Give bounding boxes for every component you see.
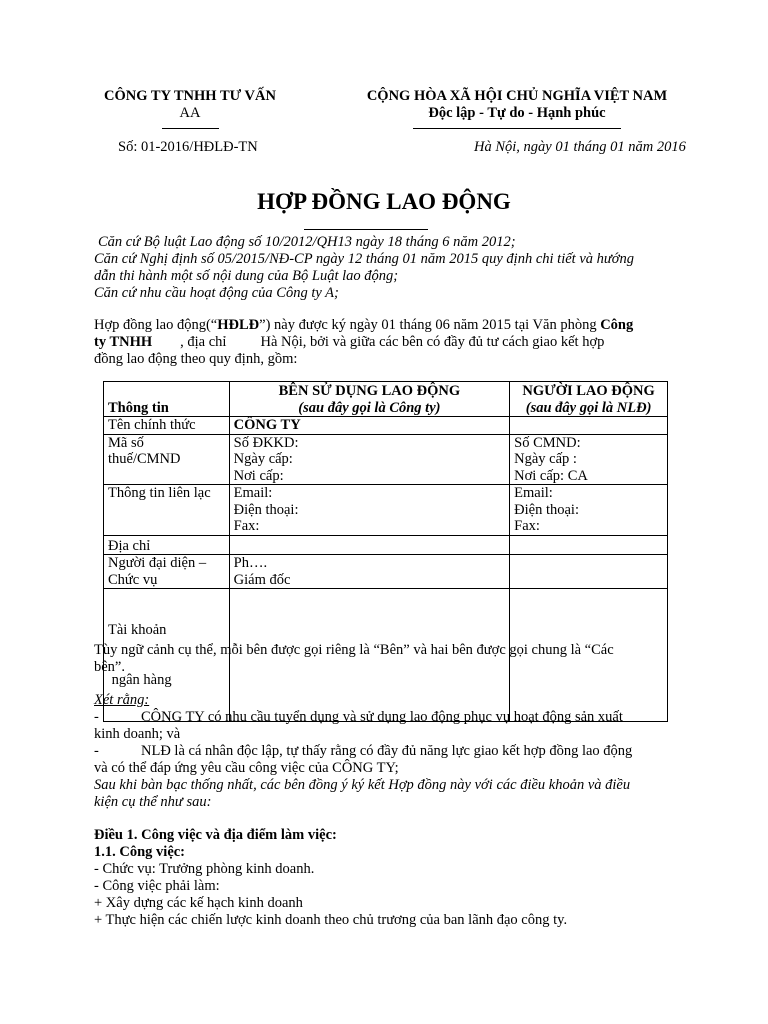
table-row <box>104 434 668 485</box>
employer-cell: Email: Điện thoại: Fax: <box>229 485 509 536</box>
motto-underline <box>413 128 621 129</box>
national-motto: Độc lập - Tự do - Hạnh phúc <box>428 105 606 121</box>
company-name-line2: AA <box>179 105 201 121</box>
legal-basis-line: Căn cứ Bộ luật Lao động số 10/2012/QH13 ngày 18 tháng 6 năm 2012; <box>98 234 516 250</box>
intro-text: Hợp đồng lao động(“ <box>94 317 218 333</box>
parties-table <box>103 381 668 722</box>
intro-company: Công <box>600 317 634 333</box>
document-number: Số: 01-2016/HĐLĐ-TN <box>118 139 258 155</box>
table-header-employee: NGƯỜI LAO ĐỘNG (sau đây gọi là NLĐ) <box>510 382 668 417</box>
article-line: - Chức vụ: Trưởng phòng kinh doanh. <box>94 861 315 877</box>
row-label: Thông tin liên lạc <box>104 485 230 536</box>
article-line: + Thực hiện các chiến lược kinh doanh theo chủ trương của ban lãnh đạo công ty. <box>94 912 568 928</box>
row-label: Mã số thuế/CMND <box>104 434 230 485</box>
employee-cell <box>510 535 668 555</box>
employer-cell: Số ĐKKD: Ngày cấp: Nơi cấp: <box>229 434 509 485</box>
company-underline <box>162 128 219 129</box>
whereas-item: - NLĐ là cá nhân độc lập, tự thấy rằng có đầy đủ năng lực giao kết hợp đồng lao động <box>94 743 633 759</box>
table-header-row <box>104 382 668 417</box>
employee-cell <box>510 555 668 589</box>
page-title: HỢP ĐỒNG LAO ĐỘNG <box>257 189 511 214</box>
employer-cell: CÔNG TY <box>229 417 509 435</box>
context-line-1: Tùy ngữ cảnh cụ thể, mỗi bên được gọi riêng là “Bên” và hai bên được gọi chung là “Các <box>94 642 614 658</box>
row-label: Người đại diện – Chức vụ <box>104 555 230 589</box>
context-line-2: bên”. <box>94 659 125 675</box>
intro-line-3: đồng lao động theo quy định, gồm: <box>94 351 298 367</box>
place-date: Hà Nội, ngày 01 tháng 01 năm 2016 <box>474 139 686 155</box>
whereas-item-cont: kinh doanh; và <box>94 726 181 742</box>
row-label: Tên chính thức <box>104 417 230 435</box>
agreement-line: Sau khi bàn bạc thống nhất, các bên đồng ý ký kết Hợp đồng này với các điều khoản và điều <box>94 777 631 793</box>
table-row <box>104 417 668 435</box>
republic-title: CỘNG HÒA XÃ HỘI CHỦ NGHĨA VIỆT NAM <box>366 88 668 104</box>
table-header-employer: BÊN SỬ DỤNG LAO ĐỘNG (sau đây gọi là Công ty) <box>229 382 509 417</box>
whereas-heading: Xét rằng: <box>94 692 150 708</box>
intro-text: Hà Nội, bởi và giữa các bên có đầy đủ tư cách giao kết hợp <box>260 334 605 350</box>
article-subheading: 1.1. Công việc: <box>94 844 186 860</box>
table-header-info: Thông tin <box>104 382 230 417</box>
row-label: Địa chỉ <box>104 535 230 555</box>
legal-basis-line: Căn cứ Nghị định số 05/2015/NĐ-CP ngày 12 tháng 01 năm 2015 quy định chi tiết và hướng <box>94 251 635 267</box>
legal-basis-line: Căn cứ nhu cầu hoạt động của Công ty A; <box>94 285 339 301</box>
article-line: - Công việc phải làm: <box>94 878 220 894</box>
intro-line-1 <box>94 317 633 334</box>
intro-abbrev: HĐLĐ <box>217 317 260 333</box>
intro-line-2 <box>94 334 604 351</box>
legal-basis-line: dẫn thi hành một số nội dung của Bộ Luật lao động; <box>94 268 399 284</box>
table-row <box>104 555 668 589</box>
intro-company: ty TNHH <box>94 334 153 350</box>
table-row <box>104 485 668 536</box>
employee-cell <box>510 417 668 435</box>
employee-cell: Email: Điện thoại: Fax: <box>510 485 668 536</box>
whereas-item: - CÔNG TY có nhu cầu tuyển dụng và sử dụng lao động phục vụ hoạt động sản xuất <box>94 709 623 725</box>
company-name: CÔNG TY TNHH TƯ VẤN <box>104 88 276 104</box>
article-heading: Điều 1. Công việc và địa điểm làm việc: <box>94 827 337 843</box>
table-row <box>104 535 668 555</box>
title-underline <box>304 229 428 230</box>
employer-cell: Ph…. Giám đốc <box>229 555 509 589</box>
intro-text: , địa chỉ <box>180 334 227 350</box>
intro-text: ”) này được ký ngày 01 tháng 06 năm 2015 tại Văn phòng <box>259 317 601 333</box>
row-label: Tài khoản ngân hàng <box>104 589 230 722</box>
article-line: + Xây dựng các kế hạch kinh doanh <box>94 895 303 911</box>
employer-cell <box>229 535 509 555</box>
whereas-item-cont: và có thể đáp ứng yêu cầu công việc của CÔNG TY; <box>94 760 399 776</box>
employee-cell: Số CMND: Ngày cấp : Nơi cấp: CA <box>510 434 668 485</box>
agreement-line: kiện cụ thể như sau: <box>94 794 212 810</box>
